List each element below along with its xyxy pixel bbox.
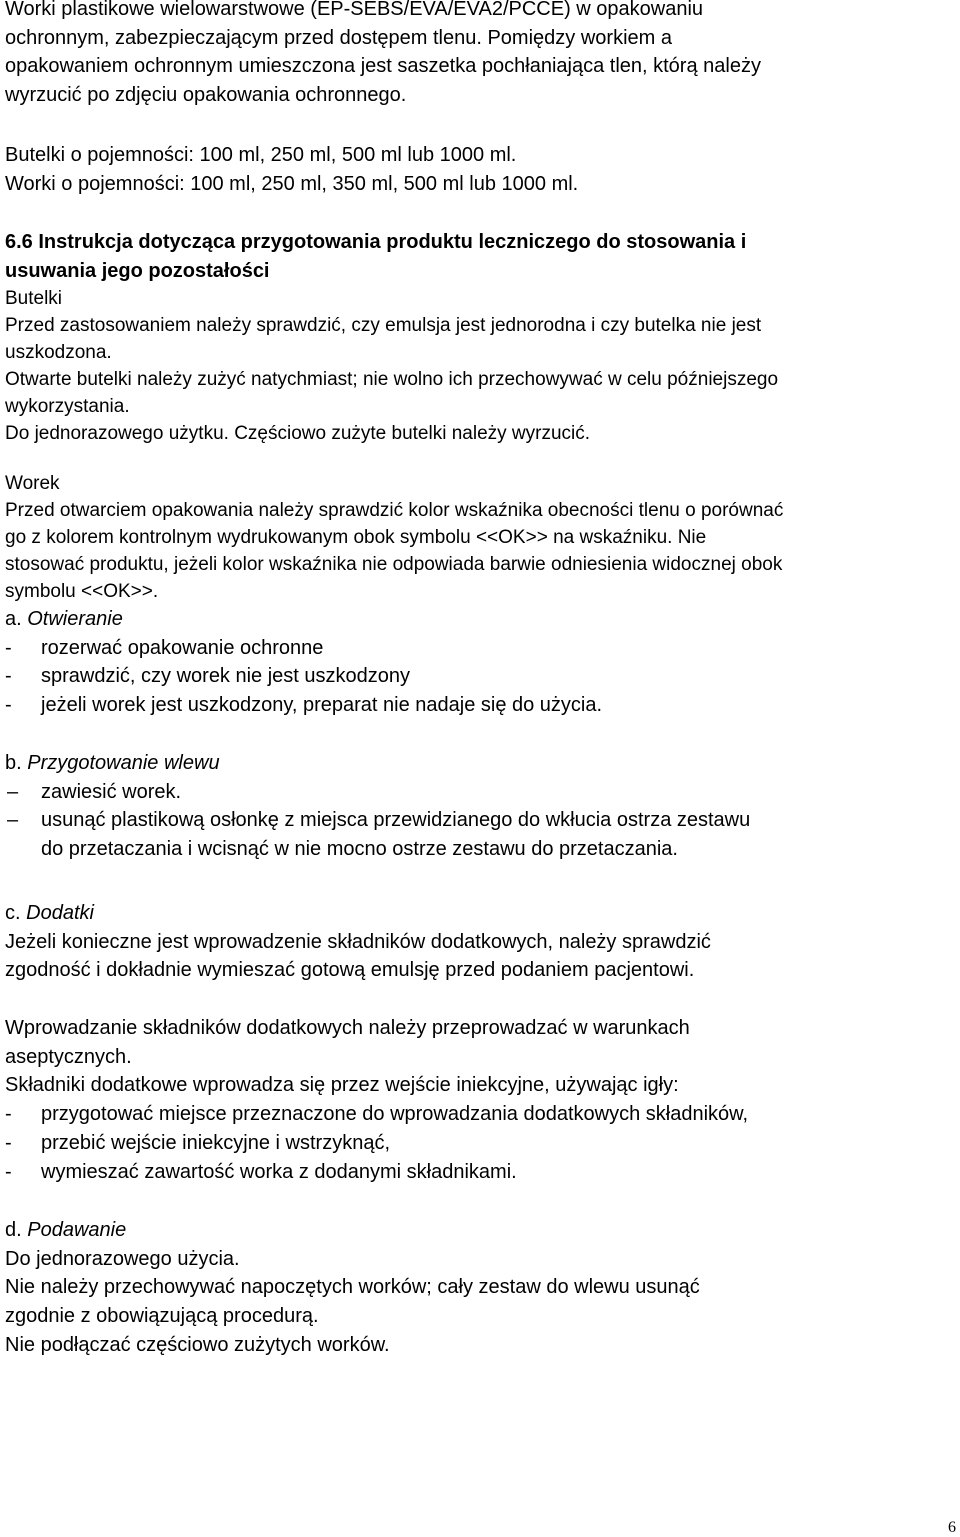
administration-storage-line: zgodnie z obowiązującą procedurą. [5, 1305, 319, 1328]
list-item [5, 1129, 955, 1158]
preparation-letter: b. [5, 752, 22, 774]
list-item [5, 1100, 955, 1129]
list-item-text: rozerwać opakowanie ochronne [41, 636, 324, 659]
hyphen-bullet: - [5, 665, 12, 688]
opening-letter: a. [5, 608, 22, 630]
administration-title: Podawanie [27, 1219, 127, 1241]
capacity-info [5, 141, 955, 198]
bottles-check-line: uszkodzona. [5, 342, 112, 363]
hyphen-bullet: - [5, 694, 12, 717]
bottles-check-line: Przed zastosowaniem należy sprawdzić, czy emulsja jest jednorodna i czy butelka nie jest [5, 315, 762, 336]
bottles-opened-line: wykorzystania. [5, 396, 130, 417]
bag-indicator-line: symbolu <<OK>>. [5, 581, 159, 602]
section-heading-line: usuwania jego pozostałości [5, 259, 270, 282]
additives-section [5, 899, 955, 985]
opening-title: Otwieranie [27, 608, 123, 630]
bag-indicator-line: stosować produktu, jeżeli kolor wskaźnika nie odpowiada barwie odniesienia widocznej obok [5, 554, 783, 575]
list-item-text: przebić wejście iniekcyjne i wstrzyknąć, [41, 1131, 391, 1154]
dash-bullet: – [7, 780, 19, 803]
intro-line: opakowaniem ochronnym umieszczona jest saszetka pochłaniająca tlen, którą należy [5, 55, 761, 78]
intro-line: wyrzucić po zdjęciu opakowania ochronnego. [5, 84, 407, 107]
intro-line: Worki plastikowe wielowarstwowe (EP-SEBS/EVA/EVA2/PCCE) w opakowaniu [5, 0, 704, 20]
intro-paragraph [5, 0, 955, 110]
bottles-single-use: Do jednorazowego użytku. Częściowo zużyte butelki należy wyrzucić. [5, 423, 591, 444]
bag-indicator-line: Przed otwarciem opakowania należy sprawdzić kolor wskaźnika obecności tlenu o porównać [5, 500, 784, 521]
additives-letter: c. [5, 902, 21, 924]
hyphen-bullet: - [5, 1131, 12, 1154]
bottles-capacity: Butelki o pojemności: 100 ml, 250 ml, 500 ml lub 1000 ml. [5, 144, 517, 166]
additives-heading [5, 899, 955, 928]
preparation-title: Przygotowanie wlewu [27, 752, 220, 774]
dash-bullet: – [7, 809, 19, 832]
list-item [5, 634, 955, 663]
page-number: 6 [948, 1519, 956, 1536]
section-heading-line: 6.6 Instrukcja dotycząca przygotowania produktu leczniczego do stosowania i [5, 231, 747, 253]
preparation-section [5, 749, 955, 864]
list-item-text: zawiesić worek. [41, 780, 182, 803]
additives-needle-intro: Składniki dodatkowe wprowadza się przez wejście iniekcyjne, używając igły: [5, 1074, 679, 1097]
administration-heading [5, 1216, 955, 1245]
bottles-subsection [5, 285, 955, 447]
additives-compat-line: zgodność i dokładnie wymieszać gotową emulsję przed podaniem pacjentowi. [5, 959, 695, 982]
list-item [5, 806, 955, 863]
list-item [5, 778, 955, 807]
administration-section [5, 1216, 955, 1360]
list-item [5, 662, 955, 691]
hyphen-bullet: - [5, 1103, 12, 1126]
preparation-heading [5, 749, 955, 778]
bag-indicator-line: go z kolorem kontrolnym wydrukowanym obok symbolu <<OK>> na wskaźniku. Nie [5, 527, 707, 548]
administration-letter: d. [5, 1219, 22, 1241]
list-item [5, 1158, 955, 1187]
list-item-text: do przetaczania i wcisnąć w nie mocno ostrze zestawu do przetaczania. [41, 838, 678, 861]
administration-partial: Nie podłączać częściowo zużytych worków. [5, 1333, 390, 1356]
additives-aseptic-line: aseptycznych. [5, 1045, 132, 1068]
opening-section [5, 605, 955, 720]
administration-single-use: Do jednorazowego użycia. [5, 1247, 240, 1270]
bag-subsection [5, 470, 955, 605]
hyphen-bullet: - [5, 636, 12, 659]
bottles-opened-line: Otwarte butelki należy zużyć natychmiast; nie wolno ich przechowywać w celu późniejszego [5, 369, 779, 390]
additives-aseptic-line: Wprowadzanie składników dodatkowych należy przeprowadzać w warunkach [5, 1017, 690, 1039]
list-item-text: jeżeli worek jest uszkodzony, preparat nie nadaje się do użycia. [41, 694, 603, 717]
list-item-text: usunąć plastikową osłonkę z miejsca przewidzianego do wkłucia ostrza zestawu [41, 809, 751, 832]
bags-capacity: Worki o pojemności: 100 ml, 250 ml, 350 ml, 500 ml lub 1000 ml. [5, 172, 579, 195]
opening-heading [5, 605, 955, 634]
list-item-text: sprawdzić, czy worek nie jest uszkodzony [41, 665, 411, 688]
intro-line: ochronnym, zabezpieczającym przed dostępem tlenu. Pomiędzy workiem a [5, 26, 672, 49]
additives-title: Dodatki [26, 902, 94, 924]
administration-storage-line: Nie należy przechowywać napoczętych worków; cały zestaw do wlewu usunąć [5, 1276, 700, 1299]
list-item [5, 691, 955, 720]
bottles-title: Butelki [5, 288, 63, 309]
list-item-text: przygotować miejsce przeznaczone do wprowadzania dodatkowych składników, [41, 1103, 749, 1126]
additives-compat-line: Jeżeli konieczne jest wprowadzenie składników dodatkowych, należy sprawdzić [5, 930, 711, 953]
additives-aseptic [5, 1014, 955, 1186]
hyphen-bullet: - [5, 1160, 12, 1183]
list-item-text: wymieszać zawartość worka z dodanymi składnikami. [41, 1160, 517, 1183]
section-heading [5, 228, 955, 285]
bag-title: Worek [5, 473, 60, 494]
